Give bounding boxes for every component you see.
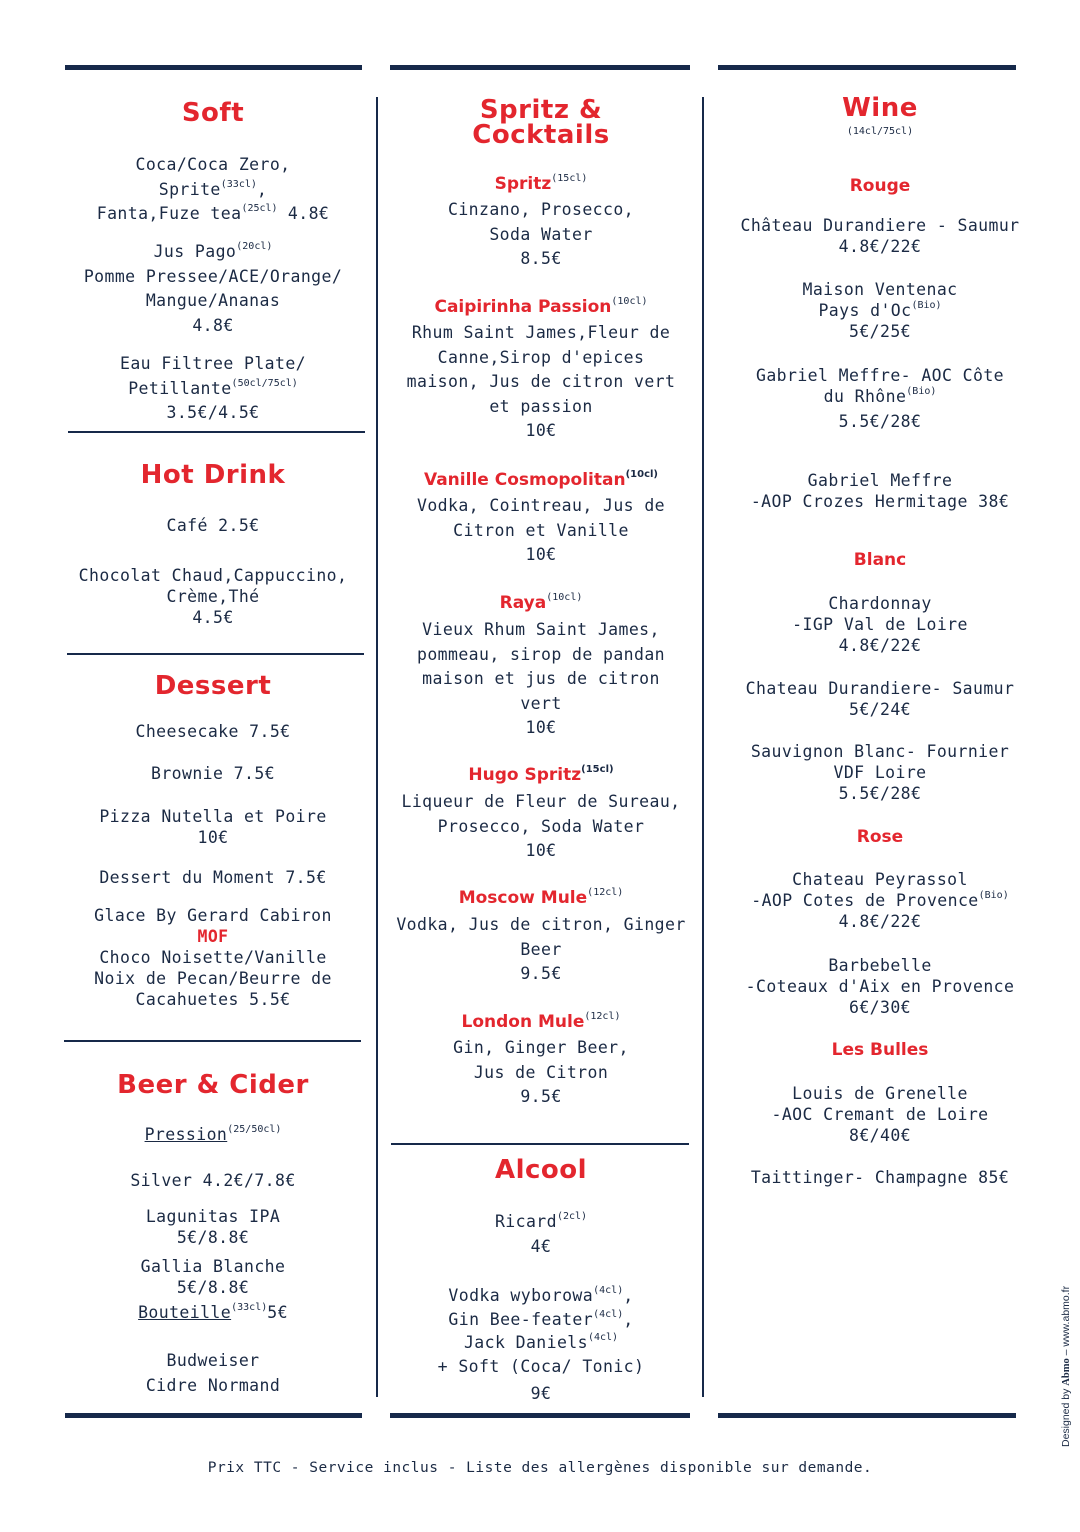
menu-item-cafe: Café 2.5€ (166, 516, 260, 535)
cocktail-desc-caipirinha: Rhum Saint James,Fleur de Canne,Sirop d'epices maison, Jus de citron vert et passion 10€ (406, 323, 676, 440)
wine-subtitle-rose: Rose (856, 827, 904, 847)
menu-item-chocolat: Chocolat Chaud,Cappuccino, Crème,Thé 4.5€ (78, 566, 348, 627)
cocktail-name-raya: Raya$^{(10cl)}$ (499, 592, 583, 613)
wine-item-gabriel-meffre-crozes: Gabriel Meffre -AOP Crozes Hermitage 38€ (750, 471, 1010, 511)
section-title-wine: Wine (842, 93, 918, 123)
cocktail-desc-raya: Vieux Rhum Saint James, pommeau, sirop de pandan maison et jus de citron vert 10€ (416, 620, 665, 737)
menu-item-pizza-nutella: Pizza Nutella et Poire 10€ (99, 807, 327, 847)
column-divider-1 (376, 97, 378, 1397)
cocktail-desc-moscow-mule: Vodka, Jus de citron, Ginger Beer 9.5€ (396, 915, 686, 983)
menu-item-sodas: Coca/Coca Zero, Sprite$^{(33cl)}$, Fanta,Fuze tea$^{(25cl)}$ 4.8€ (96, 155, 330, 223)
cocktail-desc-spritz: Cinzano, Prosecco, Soda Water 8.5€ (447, 200, 634, 268)
wine-item-chateau-durandiere-blanc: Chateau Durandiere- Saumur 5€/24€ (745, 679, 1015, 719)
cocktail-name-hugo-spritz: Hugo Spritz$^{(15cl)}$ (468, 764, 614, 785)
section-title-hot-drink: Hot Drink (140, 460, 286, 490)
cocktail-desc-hugo-spritz: Liqueur de Fleur de Sureau, Prosecco, Soda Water 10€ (401, 792, 681, 860)
cocktail-name-caipirinha: Caipirinha Passion$^{(10cl)}$ (434, 296, 648, 317)
footer-note: Prix TTC - Service inclus - Liste des allergènes disponible sur demande. (207, 1460, 873, 1476)
menu-item-dessert-moment: Dessert du Moment 7.5€ (99, 868, 327, 887)
cocktail-name-spritz: Spritz$^{(15cl)}$ (494, 173, 588, 194)
cocktail-name-london-mule: London Mule$^{(12cl)}$ (461, 1011, 621, 1032)
cocktail-desc-vanille-cosmopolitan: Vodka, Cointreau, Jus de Citron et Vanille 10€ (416, 496, 665, 564)
menu-item-cheesecake: Cheesecake 7.5€ (135, 722, 291, 741)
wine-item-gabriel-meffre-cotes: Gabriel Meffre- AOC Côte du Rhône$^{(Bio)}$ 5.5€/28€ (755, 366, 1004, 431)
wine-item-chateau-durandiere: Château Durandiere - Saumur 4.8€/22€ (740, 216, 1020, 256)
designer-credit: Designed by Abmo – www.abmo.fr (1060, 1285, 1072, 1447)
section-title-soft: Soft (181, 98, 245, 128)
center-column (391, 0, 691, 1420)
wine-item-louis-de-grenelle: Louis de Grenelle -AOC Cremant de Loire 8€/40€ (771, 1084, 989, 1145)
wine-subtitle-les-bulles: Les Bulles (831, 1040, 929, 1060)
menu-item-brownie: Brownie 7.5€ (150, 764, 275, 783)
cocktail-desc-london-mule: Gin, Ginger Beer, Jus de Citron 9.5€ (453, 1038, 629, 1106)
menu-item-glace: Glace By Gerard Cabiron MOF Choco Noisette/Vanille Noix de Pecan/Beurre de Cacahuetes 5.5€ (94, 906, 332, 1009)
menu-item-budweiser-cidre: Budweiser Cidre Normand (145, 1351, 281, 1395)
wine-subtitle-blanc: Blanc (853, 550, 907, 570)
menu-item-gallia: Gallia Blanche 5€/8.8€ (140, 1257, 286, 1297)
menu-item-jus-pago: Jus Pago$^{(20cl)}$ Pomme Pressee/ACE/Orange/ Mangue/Ananas 4.8€ (83, 241, 343, 335)
wine-item-taittinger: Taittinger- Champagne 85€ (750, 1168, 1010, 1187)
wine-item-chardonnay: Chardonnay -IGP Val de Loire 4.8€/22€ (792, 594, 968, 655)
wine-sizes: (14cl/75cl) (846, 126, 914, 137)
cocktail-name-vanille-cosmopolitan: Vanille Cosmopolitan$^{(10cl)}$ (423, 469, 659, 490)
wine-item-sauvignon-blanc: Sauvignon Blanc- Fournier VDF Loire 5.5€/28€ (750, 742, 1010, 803)
section-title-spritz-cocktails: Spritz & Cocktails (472, 95, 610, 150)
column-divider-2 (702, 97, 704, 1397)
menu-item-eau: Eau Filtree Plate/ Petillante$^{(50cl/75cl)}$ 3.5€/4.5€ (119, 354, 306, 422)
wine-item-chateau-peyrassol: Chateau Peyrassol -AOP Cotes de Provence$^{(Bio)}$ 4.8€/22€ (751, 870, 1009, 931)
menu-item-ricard: Ricard$^{(2cl)}$ 4€ (494, 1211, 588, 1256)
menu-item-spirits-soft: Vodka wyborowa$^{(4cl)}$, Gin Bee-feater$^{(4cl)}$, Jack Daniels$^{(4cl)}$ + Soft (Coca/ Tonic) 9€ (437, 1285, 645, 1403)
menu-item-pression: Pression$^{(25/50cl)}$ (144, 1124, 282, 1144)
left-column (60, 0, 366, 1420)
mof-label: MOF (197, 927, 229, 946)
section-title-beer-cider: Beer & Cider (117, 1070, 309, 1100)
wine-item-maison-ventenac: Maison Ventenac Pays $d'Oc^{(Bio)}$ 5€/25€ (802, 280, 958, 341)
section-title-alcool: Alcool (494, 1155, 588, 1185)
section-title-dessert: Dessert (154, 671, 272, 701)
wine-item-barbebelle: Barbebelle -Coteaux d'Aix en Provence 6€/30€ (745, 956, 1015, 1017)
wine-subtitle-rouge: Rouge (849, 176, 911, 196)
cocktail-name-moscow-mule: Moscow Mule$^{(12cl)}$ (458, 887, 624, 908)
menu-item-bouteille: Bouteille$^{(33cl)}$5€ (138, 1302, 288, 1322)
menu-item-silver: Silver 4.2€/7.8€ (130, 1171, 296, 1190)
right-column (730, 0, 1030, 1420)
menu-item-lagunitas: Lagunitas IPA 5€/8.8€ (145, 1207, 281, 1247)
